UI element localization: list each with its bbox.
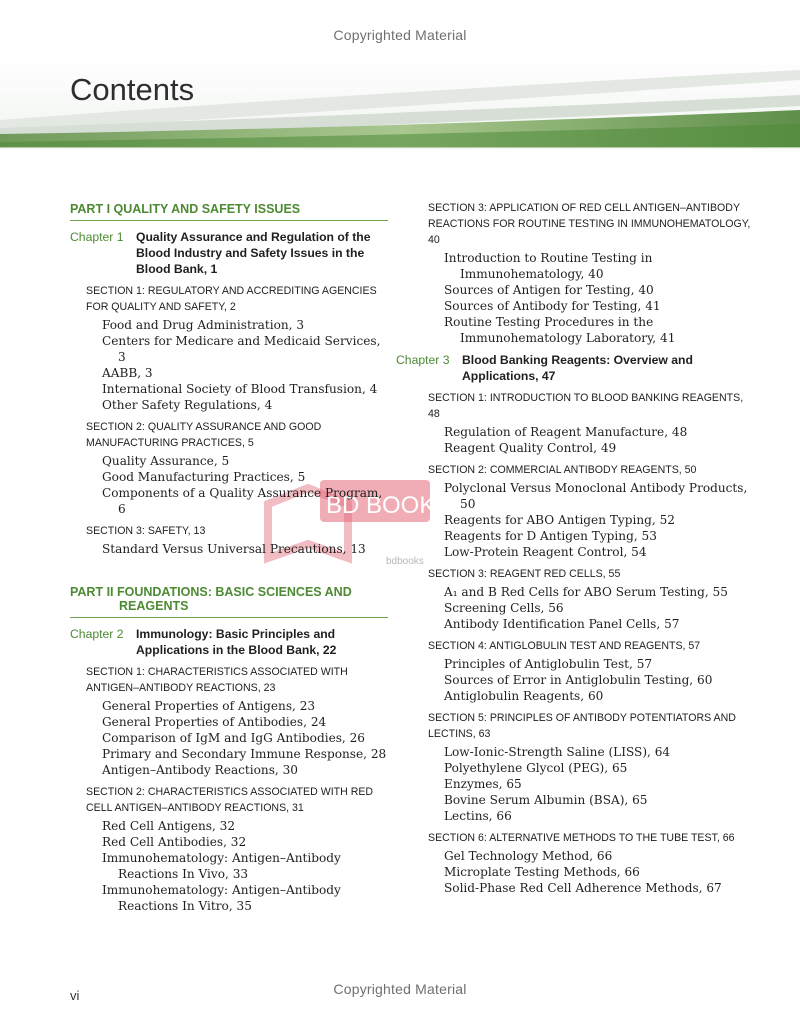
toc-entry[interactable]: Immunohematology: Antigen–Antibody Reactions In Vivo, 33	[102, 851, 341, 881]
toc-entry[interactable]: Good Manufacturing Practices, 5	[102, 470, 306, 484]
section-heading[interactable]	[86, 664, 388, 696]
toc-entry[interactable]: Gel Technology Method, 66	[444, 849, 613, 863]
section-heading[interactable]	[86, 523, 388, 539]
chapter-label: Chapter 2	[70, 627, 124, 641]
section-heading[interactable]	[428, 200, 752, 248]
page-number: vi	[70, 988, 80, 1003]
chapter-entry[interactable]	[70, 229, 388, 277]
section-title: SAFETY, 13	[147, 525, 206, 537]
toc-entry[interactable]: Antibody Identification Panel Cells, 57	[444, 617, 680, 631]
section-title: CHARACTERISTICS ASSOCIATED WITH ANTIGEN–ANTIBODY REACTIONS, 23	[86, 666, 348, 694]
section-heading[interactable]	[86, 283, 388, 315]
toc-entry[interactable]: Bovine Serum Albumin (BSA), 65	[444, 793, 648, 807]
toc-entry[interactable]: Red Cell Antibodies, 32	[102, 835, 247, 849]
entry-list	[444, 848, 752, 896]
section-heading[interactable]	[86, 419, 388, 451]
section-label: SECTION 6:	[428, 832, 487, 844]
toc-entry[interactable]: Standard Versus Universal Precautions, 13	[102, 542, 366, 556]
section-heading[interactable]	[428, 710, 752, 742]
toc-entry[interactable]: Antigen–Antibody Reactions, 30	[102, 763, 299, 777]
section-title: ANTIGLOBULIN TEST AND REAGENTS, 57	[489, 640, 701, 652]
toc-entry[interactable]: General Properties of Antibodies, 24	[102, 715, 327, 729]
section-heading[interactable]	[86, 784, 388, 816]
part-heading-line1: PART II FOUNDATIONS: BASIC SCIENCES AND	[70, 585, 352, 599]
page-title: Contents	[70, 72, 195, 107]
toc-entry[interactable]: Routine Testing Procedures in the Immunohematology Laboratory, 41	[444, 315, 676, 345]
section-label: SECTION 2:	[86, 421, 145, 433]
entry-list	[102, 541, 388, 557]
entry-list	[444, 656, 752, 704]
entry-list	[444, 250, 752, 346]
toc-entry[interactable]: Lectins, 66	[444, 809, 512, 823]
section-heading[interactable]	[428, 390, 752, 422]
section-title: PRINCIPLES OF ANTIBODY POTENTIATORS AND LECTINS, 63	[428, 712, 736, 740]
section-title: INTRODUCTION TO BLOOD BANKING REAGENTS, 48	[428, 392, 744, 420]
entry-list	[102, 818, 388, 914]
watermark-subtext: bdbooks	[386, 556, 424, 567]
toc-entry[interactable]: Polyclonal Versus Monoclonal Antibody Products, 50	[444, 481, 748, 511]
toc-entry[interactable]: Solid-Phase Red Cell Adherence Methods, 67	[444, 881, 722, 895]
chapter-title: Quality Assurance and Regulation of the Blood Industry and Safety Issues in the Blood Bank, 1	[136, 230, 371, 276]
toc-entry[interactable]: Antiglobulin Reagents, 60	[444, 689, 604, 703]
section-label: SECTION 5:	[428, 712, 487, 724]
section-label: SECTION 2:	[428, 464, 487, 476]
toc-entry[interactable]: Other Safety Regulations, 4	[102, 398, 273, 412]
toc-entry[interactable]: Reagents for D Antigen Typing, 53	[444, 529, 657, 543]
entry-list	[444, 584, 752, 632]
section-label: SECTION 1:	[428, 392, 487, 404]
toc-entry[interactable]: Quality Assurance, 5	[102, 454, 230, 468]
toc-entry[interactable]: Reagent Quality Control, 49	[444, 441, 617, 455]
toc-entry[interactable]: Primary and Secondary Immune Response, 28	[102, 747, 387, 761]
toc-entry[interactable]: Introduction to Routine Testing in Immunohematology, 40	[444, 251, 653, 281]
section-label: SECTION 3:	[428, 568, 487, 580]
part-heading-line2: REAGENTS	[119, 599, 189, 613]
toc-entry[interactable]: AABB, 3	[102, 366, 153, 380]
toc-entry[interactable]: Microplate Testing Methods, 66	[444, 865, 640, 879]
entry-list	[444, 744, 752, 824]
toc-entry[interactable]: Comparison of IgM and IgG Antibodies, 26	[102, 731, 366, 745]
entry-list	[444, 424, 752, 456]
toc-entry[interactable]: Principles of Antiglobulin Test, 57	[444, 657, 653, 671]
section-heading[interactable]	[428, 462, 752, 478]
entry-list	[102, 453, 388, 517]
entry-list	[102, 698, 388, 778]
toc-entry[interactable]: General Properties of Antigens, 23	[102, 699, 316, 713]
section-heading[interactable]	[428, 566, 752, 582]
toc-entry[interactable]: A₁ and B Red Cells for ABO Serum Testing, 55	[444, 585, 728, 599]
copyright-notice-top: Copyrighted Material	[333, 27, 467, 43]
section-heading[interactable]	[428, 830, 752, 846]
section-title: APPLICATION OF RED CELL ANTIGEN–ANTIBODY REACTIONS FOR ROUTINE TESTING IN IMMUNOHEMATOLOGY, 40	[428, 202, 751, 246]
copyright-notice-bottom: Copyrighted Material	[333, 981, 467, 997]
section-label: SECTION 3:	[428, 202, 487, 214]
toc-entry[interactable]: Enzymes, 65	[444, 777, 522, 791]
entry-list	[102, 317, 388, 413]
chapter-entry[interactable]	[396, 352, 752, 384]
section-title: REGULATORY AND ACCREDITING AGENCIES FOR QUALITY AND SAFETY, 2	[86, 285, 377, 313]
section-title: ALTERNATIVE METHODS TO THE TUBE TEST, 66	[489, 832, 735, 844]
entry-list	[444, 480, 752, 560]
chapter-label: Chapter 1	[70, 230, 124, 244]
section-title: COMMERCIAL ANTIBODY REAGENTS, 50	[489, 464, 697, 476]
toc-left-column	[70, 200, 388, 920]
section-title: REAGENT RED CELLS, 55	[489, 568, 621, 580]
toc-entry[interactable]: Regulation of Reagent Manufacture, 48	[444, 425, 688, 439]
toc-entry[interactable]: Polyethylene Glycol (PEG), 65	[444, 761, 628, 775]
decorative-banner	[0, 50, 800, 170]
section-title: QUALITY ASSURANCE AND GOOD MANUFACTURING PRACTICES, 5	[86, 421, 322, 449]
section-label: SECTION 2:	[86, 786, 145, 798]
chapter-label: Chapter 3	[396, 353, 450, 367]
toc-entry[interactable]: International Society of Blood Transfusion, 4	[102, 382, 378, 396]
part-heading	[70, 583, 388, 618]
toc-entry[interactable]: Sources of Antibody for Testing, 41	[444, 299, 661, 313]
toc-entry[interactable]: Low-Ionic-Strength Saline (LISS), 64	[444, 745, 671, 759]
toc-entry[interactable]: Screening Cells, 56	[444, 601, 564, 615]
toc-entry[interactable]: Immunohematology: Antigen–Antibody Reactions In Vitro, 35	[102, 883, 341, 913]
section-title: CHARACTERISTICS ASSOCIATED WITH RED CELL ANTIGEN–ANTIBODY REACTIONS, 31	[86, 786, 374, 814]
toc-entry[interactable]: Red Cell Antigens, 32	[102, 819, 236, 833]
chapter-title: Blood Banking Reagents: Overview and Applications, 47	[462, 353, 693, 383]
part-heading: PART I QUALITY AND SAFETY ISSUES	[70, 200, 388, 221]
toc-entry[interactable]: Sources of Antigen for Testing, 40	[444, 283, 654, 297]
chapter-entry[interactable]	[70, 626, 388, 658]
chapter-title: Immunology: Basic Principles and Applications in the Blood Bank, 22	[136, 627, 337, 657]
toc-entry[interactable]: Food and Drug Administration, 3	[102, 318, 305, 332]
toc-entry[interactable]: Sources of Error in Antiglobulin Testing, 60	[444, 673, 713, 687]
watermark-text: BD BOOKS	[326, 492, 452, 519]
toc-entry[interactable]: Centers for Medicare and Medicaid Services, 3	[102, 334, 381, 364]
toc-entry[interactable]: Reagents for ABO Antigen Typing, 52	[444, 513, 675, 527]
section-label: SECTION 1:	[86, 285, 145, 297]
section-label: SECTION 1:	[86, 666, 145, 678]
toc-entry[interactable]: Low-Protein Reagent Control, 54	[444, 545, 647, 559]
toc-entry[interactable]: Components of a Quality Assurance Program, 6	[102, 486, 383, 516]
section-label: SECTION 3:	[86, 525, 145, 537]
section-heading[interactable]	[428, 638, 752, 654]
section-label: SECTION 4:	[428, 640, 487, 652]
